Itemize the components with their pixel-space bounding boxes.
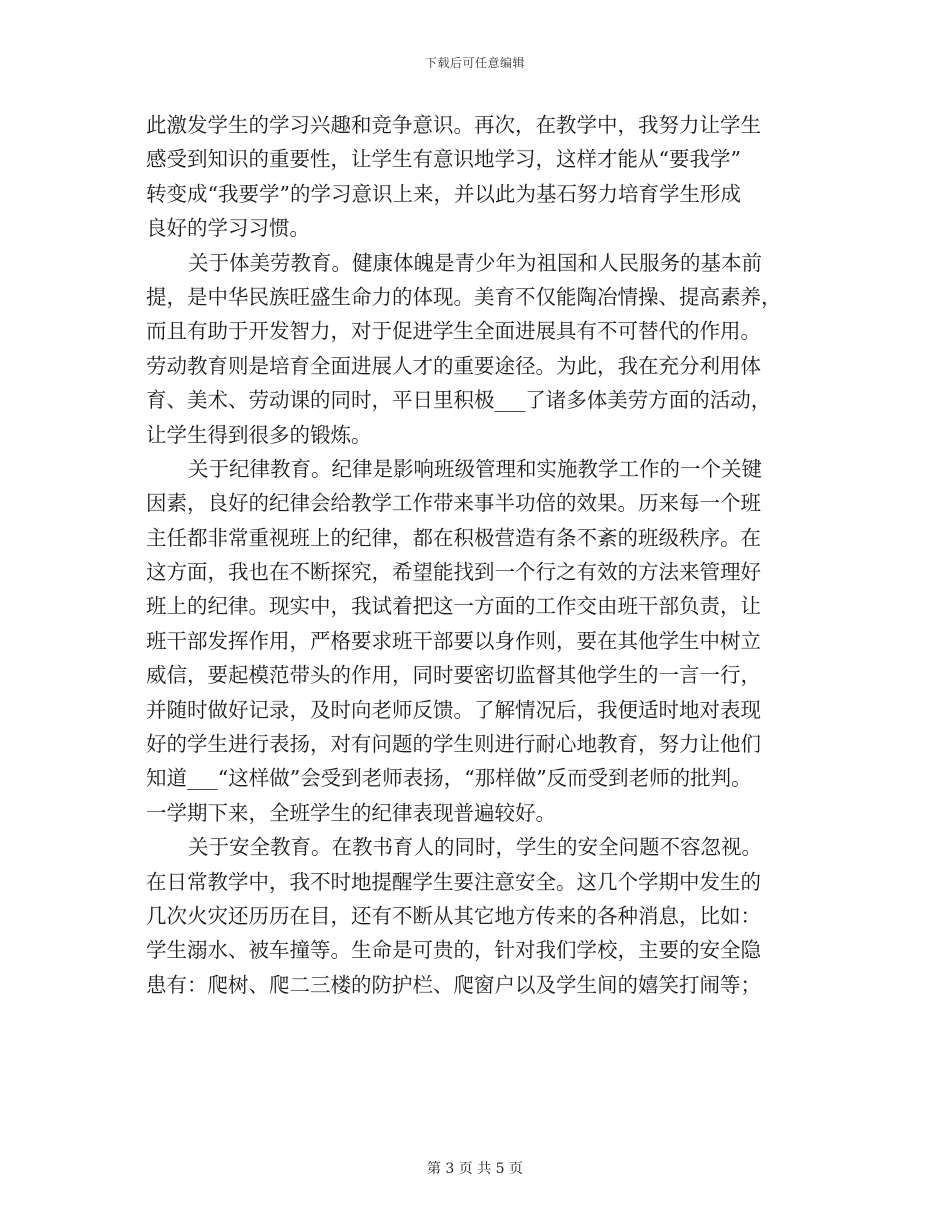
text-line: 转变成“我要学”的学习意识上来，并以此为基石努力培育学生形成 <box>146 181 741 206</box>
paragraph-start-line: 关于纪律教育。纪律是影响班级管理和实施教学工作的一个关键 <box>188 456 762 481</box>
text-line: 好的学生进行表扬，对有问题的学生则进行耐心地教育，努力让他们 <box>146 732 761 757</box>
paragraph-start-line: 关于体美劳教育。健康体魄是青少年为祖国和人民服务的基本前 <box>188 250 762 275</box>
text-line: 劳动教育则是培育全面进展人才的重要途径。为此，我在充分利用体 <box>146 353 761 378</box>
document-body <box>146 108 810 1002</box>
text-line: 而且有助于开发智力，对于促进学生全面进展具有不可替代的作用。 <box>146 319 761 344</box>
text-line: 一学期下来，全班学生的纪律表现普遍较好。 <box>146 800 556 825</box>
paragraph-start-line: 关于安全教育。在教书育人的同时，学生的安全问题不容忽视。 <box>188 835 762 860</box>
text-line: 患有：爬树、爬二三楼的防护栏、爬窗户以及学生间的嬉笑打闹等； <box>146 972 761 997</box>
text-line: 在日常教学中，我不时地提醒学生要注意安全。这几个学期中发生的 <box>146 869 761 894</box>
text-line: 并随时做好记录，及时向老师反馈。了解情况后，我便适时地对表现 <box>146 697 761 722</box>
text-line: 因素，良好的纪律会给教学工作带来事半功倍的效果。历来每一个班 <box>146 491 761 516</box>
text-line: 知道___“这样做”会受到老师表扬，“那样做”反而受到老师的批判。 <box>146 766 752 791</box>
text-line: 提，是中华民族旺盛生命力的体现。美育不仅能陶冶情操、提高素养， <box>146 284 782 309</box>
text-line: 育、美术、劳动课的同时，平日里积极___了诸多体美劳方面的活动， <box>146 388 772 413</box>
text-line: 威信，要起模范带头的作用，同时要密切监督其他学生的一言一行， <box>146 663 761 688</box>
text-line: 几次火灾还历历在目，还有不断从其它地方传来的各种消息，比如： <box>146 903 761 928</box>
text-line: 班上的纪律。现实中，我试着把这一方面的工作交由班干部负责，让 <box>146 594 761 619</box>
text-line: 让学生得到很多的锻炼。 <box>146 422 372 447</box>
text-line: 此激发学生的学习兴趣和竞争意识。再次，在教学中，我努力让学生 <box>146 113 761 137</box>
text-line: 班干部发挥作用，严格要求班干部要以身作则，要在其他学生中树立 <box>146 628 761 653</box>
text-line: 学生溺水、被车撞等。生命是可贵的，针对我们学校，主要的安全隐 <box>146 938 761 963</box>
page-header: 下载后可任意编辑 <box>424 56 525 70</box>
text-line: 良好的学习习惯。 <box>146 216 310 241</box>
text-line: 这方面，我也在不断探究，希望能找到一个行之有效的方法来管理好 <box>146 560 761 585</box>
page-number-footer: 第 3 页 共 5 页 <box>426 1161 524 1177</box>
text-line: 感受到知识的重要性，让学生有意识地学习，这样才能从“要我学” <box>146 147 741 172</box>
text-line: 主任都非常重视班上的纪律，都在积极营造有条不紊的班级秩序。在 <box>146 525 761 550</box>
